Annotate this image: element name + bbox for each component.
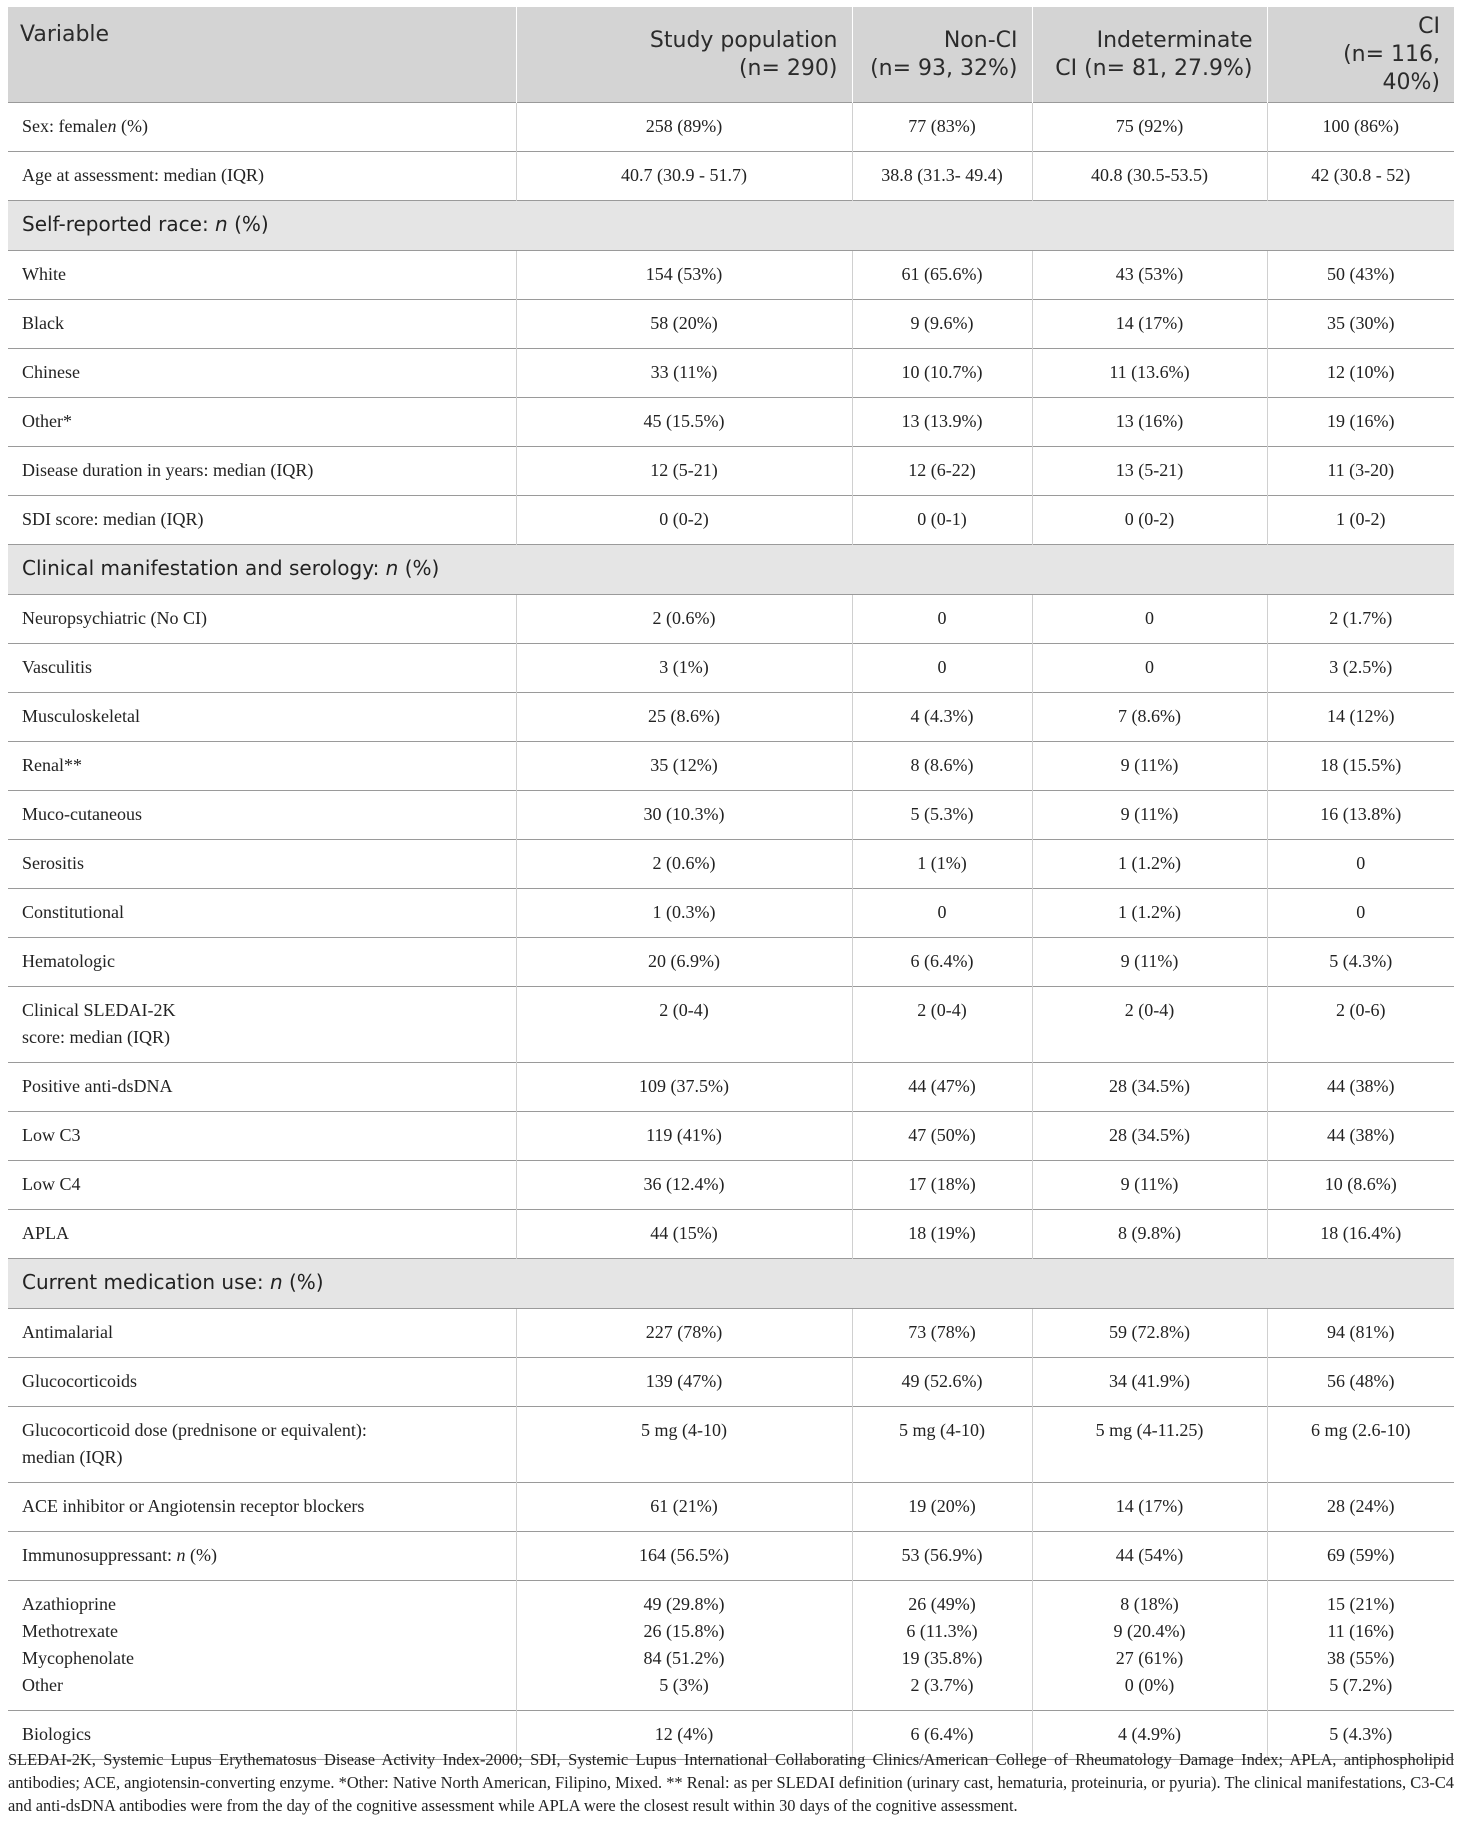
row-label-cell (8, 1407, 516, 1483)
demographics-table (8, 7, 1454, 1760)
row-label-cell (8, 889, 516, 938)
header-ci-line2: (n= 116, 40%) (1343, 41, 1440, 95)
row-label-cell (8, 1112, 516, 1161)
value-cell: 8 (8.6%) (852, 742, 1032, 791)
table-row (8, 1358, 1454, 1407)
section-row (8, 1259, 1454, 1309)
table-row (8, 791, 1454, 840)
value-cell: 61 (65.6%) (852, 251, 1032, 300)
value-cell: 6 (6.4%) (852, 938, 1032, 987)
table-footnote: SLEDAI-2K, Systemic Lupus Erythematosus Disease Activity Index-2000; SDI, Systemic Lupus International Collaborating Clinics/American College of Rheumatology Damage Index; APLA, antiphospholipid antibodies; ACE, angiotensin-converting enzyme. *Other: Native North American, Filipino, Mixed. ** Renal: as per SLEDAI definition (urinary cast, hematuria, proteinuria, or pyuria). The clinical manifestations, C3-C4 and anti-dsDNA antibodies were from the day of the cognitive assessment while APLA were the closest result within 30 days of the cognitive assessment. (8, 1750, 1454, 1815)
value-cell: 0 (1032, 644, 1267, 693)
row-label-cell (8, 300, 516, 349)
value-cell: 34 (41.9%) (1032, 1358, 1267, 1407)
value-cell: 44 (38%) (1267, 1112, 1454, 1161)
value-cell: 3 (1%) (516, 644, 852, 693)
row-label: Immunosuppressant: (22, 1545, 177, 1565)
table-row (8, 398, 1454, 447)
row-label: Neuropsychiatric (No CI) (22, 608, 207, 628)
row-label-cell (8, 1358, 516, 1407)
value-cell: 5 (5.3%) (852, 791, 1032, 840)
value-line: 15 (21%) (1327, 1594, 1395, 1614)
table-row (8, 1063, 1454, 1112)
table-row (8, 840, 1454, 889)
value-cell: 16 (13.8%) (1267, 791, 1454, 840)
value-line: 38 (55%) (1327, 1648, 1395, 1668)
value-cell: 14 (17%) (1032, 300, 1267, 349)
row-label: Vasculitis (22, 657, 92, 677)
value-cell: 9 (11%) (1032, 742, 1267, 791)
row-label-line: Mycophenolate (22, 1648, 134, 1668)
row-label-cell (8, 1483, 516, 1532)
header-row (8, 7, 1454, 103)
row-label: Serositis (22, 853, 85, 873)
value-cell: 10 (8.6%) (1267, 1161, 1454, 1210)
row-label: Glucocorticoids (22, 1371, 137, 1391)
table-row (8, 644, 1454, 693)
value-cell: 35 (30%) (1267, 300, 1454, 349)
value-cell: 6 (6.4%) (852, 1711, 1032, 1760)
value-cell: 45 (15.5%) (516, 398, 852, 447)
table-row (8, 742, 1454, 791)
row-label-cell (8, 1210, 516, 1259)
value-cell: 2 (0-6) (1267, 987, 1454, 1063)
row-label-cell (8, 987, 516, 1063)
value-cell: 4 (4.9%) (1032, 1711, 1267, 1760)
row-label: White (22, 264, 66, 284)
row-label: Antimalarial (22, 1322, 113, 1342)
value-line: 0 (0%) (1124, 1675, 1175, 1695)
header-non-ci (852, 7, 1032, 103)
row-label: SDI score: median (IQR) (22, 509, 204, 529)
value-cell: 12 (5-21) (516, 447, 852, 496)
value-cell-list (852, 1581, 1032, 1711)
value-line: 8 (18%) (1120, 1594, 1179, 1614)
value-cell: 2 (0-4) (852, 987, 1032, 1063)
row-label: Chinese (22, 362, 80, 382)
table-row (8, 1161, 1454, 1210)
value-line: 19 (35.8%) (901, 1648, 983, 1668)
value-cell: 49 (52.6%) (852, 1358, 1032, 1407)
value-cell: 5 mg (4-10) (516, 1407, 852, 1483)
value-cell: 3 (2.5%) (1267, 644, 1454, 693)
value-cell: 94 (81%) (1267, 1309, 1454, 1358)
value-cell: 119 (41%) (516, 1112, 852, 1161)
value-cell: 77 (83%) (852, 103, 1032, 152)
value-cell: 19 (16%) (1267, 398, 1454, 447)
value-cell: 56 (48%) (1267, 1358, 1454, 1407)
row-label: Clinical manifestation and serology: (22, 556, 386, 580)
value-cell: 18 (19%) (852, 1210, 1032, 1259)
value-cell: 25 (8.6%) (516, 693, 852, 742)
value-cell: 69 (59%) (1267, 1532, 1454, 1581)
value-line: 5 (7.2%) (1329, 1675, 1393, 1695)
row-label: Disease duration in years: median (IQR) (22, 460, 314, 480)
value-cell: 1 (1.2%) (1032, 889, 1267, 938)
row-label: Current medication use: (22, 1270, 270, 1294)
value-cell: 2 (0-4) (516, 987, 852, 1063)
value-cell: 13 (13.9%) (852, 398, 1032, 447)
header-ci (1267, 7, 1454, 103)
value-cell: 9 (11%) (1032, 791, 1267, 840)
value-cell: 0 (0-1) (852, 496, 1032, 545)
header-variable: Variable (8, 7, 516, 103)
row-label-line: Glucocorticoid dose (prednisone or equivalent): (22, 1420, 367, 1440)
table-row (8, 152, 1454, 201)
row-label: Hematologic (22, 951, 115, 971)
row-label: Black (22, 313, 64, 333)
header-nonci-line2: (n= 93, 32%) (870, 55, 1018, 81)
row-label: Age at assessment: median (IQR) (22, 165, 264, 185)
table-row (8, 889, 1454, 938)
table-row (8, 496, 1454, 545)
header-indeterminate-ci (1032, 7, 1267, 103)
value-cell: 164 (56.5%) (516, 1532, 852, 1581)
value-cell: 1 (1.2%) (1032, 840, 1267, 889)
row-label-cell (8, 103, 516, 152)
value-cell: 5 (4.3%) (1267, 938, 1454, 987)
table-row (8, 1210, 1454, 1259)
value-cell: 73 (78%) (852, 1309, 1032, 1358)
section-heading (8, 545, 1454, 595)
table-row (8, 447, 1454, 496)
header-indet-line1: Indeterminate (1096, 27, 1253, 53)
value-cell: 75 (92%) (1032, 103, 1267, 152)
table-row (8, 1309, 1454, 1358)
row-label-line: Other (22, 1675, 63, 1695)
row-label: Low C4 (22, 1174, 81, 1194)
value-cell: 12 (10%) (1267, 349, 1454, 398)
section-row (8, 201, 1454, 251)
value-cell: 5 mg (4-11.25) (1032, 1407, 1267, 1483)
row-label: APLA (22, 1223, 70, 1243)
value-cell: 0 (0-2) (1032, 496, 1267, 545)
table-row (8, 349, 1454, 398)
row-label: Constitutional (22, 902, 125, 922)
row-label: ACE inhibitor or Angiotensin receptor blockers (22, 1496, 365, 1516)
row-label-cell (8, 398, 516, 447)
row-label-cell (8, 349, 516, 398)
row-label: Positive anti-dsDNA (22, 1076, 173, 1096)
section-heading (8, 1259, 1454, 1309)
value-cell: 11 (13.6%) (1032, 349, 1267, 398)
header-ci-line1: CI (1418, 13, 1440, 39)
value-cell: 50 (43%) (1267, 251, 1454, 300)
value-cell: 44 (47%) (852, 1063, 1032, 1112)
value-cell: 2 (0.6%) (516, 840, 852, 889)
table-row (8, 1581, 1454, 1711)
table-row (8, 1407, 1454, 1483)
row-label-cell (8, 791, 516, 840)
value-cell: 2 (1.7%) (1267, 595, 1454, 644)
row-label-suffix: (%) (398, 556, 440, 580)
table-row (8, 1483, 1454, 1532)
value-cell: 0 (852, 644, 1032, 693)
row-label-cell (8, 152, 516, 201)
value-cell: 8 (9.8%) (1032, 1210, 1267, 1259)
row-label-list (8, 1581, 516, 1711)
row-label-line: score: median (IQR) (22, 1027, 170, 1047)
value-cell: 100 (86%) (1267, 103, 1454, 152)
value-cell: 14 (17%) (1032, 1483, 1267, 1532)
value-cell: 18 (16.4%) (1267, 1210, 1454, 1259)
value-cell: 7 (8.6%) (1032, 693, 1267, 742)
row-label-cell (8, 595, 516, 644)
value-cell: 12 (4%) (516, 1711, 852, 1760)
value-cell: 1 (0-2) (1267, 496, 1454, 545)
table-row (8, 103, 1454, 152)
value-cell: 28 (34.5%) (1032, 1112, 1267, 1161)
value-cell: 28 (34.5%) (1032, 1063, 1267, 1112)
value-cell: 0 (0-2) (516, 496, 852, 545)
value-cell: 154 (53%) (516, 251, 852, 300)
row-label: Sex: female (22, 116, 108, 136)
value-cell: 18 (15.5%) (1267, 742, 1454, 791)
value-cell: 58 (20%) (516, 300, 852, 349)
value-line: 5 (3%) (659, 1675, 709, 1695)
value-cell: 5 mg (4-10) (852, 1407, 1032, 1483)
value-line: 6 (11.3%) (906, 1621, 978, 1641)
value-cell: 20 (6.9%) (516, 938, 852, 987)
value-cell: 258 (89%) (516, 103, 852, 152)
row-label-italic: n (269, 1270, 283, 1294)
value-cell: 28 (24%) (1267, 1483, 1454, 1532)
header-study-line2: (n= 290) (738, 55, 838, 81)
row-label-cell (8, 693, 516, 742)
table-row (8, 1112, 1454, 1161)
value-cell: 1 (1%) (852, 840, 1032, 889)
value-line: 84 (51.2%) (643, 1648, 725, 1668)
section-row (8, 545, 1454, 595)
header-study-line1: Study population (649, 27, 838, 53)
table-row (8, 595, 1454, 644)
row-label: Self-reported race: (22, 212, 216, 236)
row-label-cell (8, 742, 516, 791)
row-label: Renal** (22, 755, 82, 775)
value-cell: 0 (852, 889, 1032, 938)
table-body (8, 103, 1454, 1760)
row-label-suffix: (%) (116, 116, 148, 136)
row-label-italic: n (385, 556, 399, 580)
row-label-suffix: (%) (282, 1270, 324, 1294)
value-cell: 53 (56.9%) (852, 1532, 1032, 1581)
row-label-cell (8, 840, 516, 889)
value-cell: 9 (9.6%) (852, 300, 1032, 349)
value-cell-list (516, 1581, 852, 1711)
value-cell: 33 (11%) (516, 349, 852, 398)
value-line: 49 (29.8%) (643, 1594, 725, 1614)
value-cell: 2 (0-4) (1032, 987, 1267, 1063)
row-label-cell (8, 447, 516, 496)
row-label: Muco-cutaneous (22, 804, 142, 824)
value-cell: 6 mg (2.6-10) (1267, 1407, 1454, 1483)
value-line: 26 (15.8%) (643, 1621, 725, 1641)
value-cell: 2 (0.6%) (516, 595, 852, 644)
row-label-italic: n (176, 1545, 186, 1565)
value-line: 2 (3.7%) (910, 1675, 974, 1695)
row-label-line: median (IQR) (22, 1447, 123, 1467)
row-label-cell (8, 1063, 516, 1112)
value-cell: 36 (12.4%) (516, 1161, 852, 1210)
row-label-suffix: (%) (227, 212, 269, 236)
value-cell-list (1267, 1581, 1454, 1711)
row-label-cell (8, 496, 516, 545)
value-cell: 43 (53%) (1032, 251, 1267, 300)
row-label-cell (8, 1532, 516, 1581)
value-cell: 4 (4.3%) (852, 693, 1032, 742)
row-label-cell (8, 644, 516, 693)
value-cell: 12 (6-22) (852, 447, 1032, 496)
value-cell: 40.7 (30.9 - 51.7) (516, 152, 852, 201)
row-label-cell (8, 1161, 516, 1210)
value-cell: 44 (54%) (1032, 1532, 1267, 1581)
value-cell: 5 (4.3%) (1267, 1711, 1454, 1760)
value-cell: 13 (16%) (1032, 398, 1267, 447)
value-cell-list (1032, 1581, 1267, 1711)
header-nonci-line1: Non-CI (943, 27, 1018, 53)
value-cell: 40.8 (30.5-53.5) (1032, 152, 1267, 201)
value-cell: 227 (78%) (516, 1309, 852, 1358)
value-cell: 0 (1267, 840, 1454, 889)
value-cell: 14 (12%) (1267, 693, 1454, 742)
value-cell: 61 (21%) (516, 1483, 852, 1532)
row-label-line: Azathioprine (22, 1594, 116, 1614)
value-cell: 0 (1267, 889, 1454, 938)
table-row (8, 987, 1454, 1063)
row-label-suffix: (%) (185, 1545, 217, 1565)
value-cell: 59 (72.8%) (1032, 1309, 1267, 1358)
value-line: 9 (20.4%) (1113, 1621, 1186, 1641)
value-cell: 42 (30.8 - 52) (1267, 152, 1454, 201)
value-cell: 0 (1032, 595, 1267, 644)
value-line: 11 (16%) (1327, 1621, 1395, 1641)
row-label: Other* (22, 411, 72, 431)
value-cell: 35 (12%) (516, 742, 852, 791)
value-cell: 13 (5-21) (1032, 447, 1267, 496)
row-label-line: Clinical SLEDAI-2K (22, 1000, 176, 1020)
row-label: Low C3 (22, 1125, 81, 1145)
section-heading (8, 201, 1454, 251)
value-cell: 44 (38%) (1267, 1063, 1454, 1112)
value-cell: 10 (10.7%) (852, 349, 1032, 398)
value-line: 27 (61%) (1115, 1648, 1184, 1668)
value-cell: 11 (3-20) (1267, 447, 1454, 496)
value-cell: 19 (20%) (852, 1483, 1032, 1532)
row-label-line: Methotrexate (22, 1621, 118, 1641)
value-cell: 44 (15%) (516, 1210, 852, 1259)
value-cell: 17 (18%) (852, 1161, 1032, 1210)
row-label-italic: n (215, 212, 228, 236)
value-cell: 30 (10.3%) (516, 791, 852, 840)
row-label-italic: n (107, 116, 117, 136)
table-row (8, 938, 1454, 987)
row-label: Musculoskeletal (22, 706, 140, 726)
value-cell: 38.8 (31.3- 49.4) (852, 152, 1032, 201)
row-label-cell (8, 251, 516, 300)
row-label-cell (8, 1309, 516, 1358)
header-indet-line2: CI (n= 81, 27.9%) (1055, 55, 1253, 81)
table-container (8, 7, 1454, 1760)
table-row (8, 251, 1454, 300)
value-cell: 139 (47%) (516, 1358, 852, 1407)
table-row (8, 693, 1454, 742)
value-cell: 9 (11%) (1032, 1161, 1267, 1210)
value-cell: 0 (852, 595, 1032, 644)
row-label: Biologics (22, 1724, 92, 1744)
value-line: 26 (49%) (908, 1594, 976, 1614)
value-cell: 47 (50%) (852, 1112, 1032, 1161)
header-study-population (516, 7, 852, 103)
value-cell: 109 (37.5%) (516, 1063, 852, 1112)
row-label-cell (8, 938, 516, 987)
table-row (8, 1532, 1454, 1581)
value-cell: 1 (0.3%) (516, 889, 852, 938)
value-cell: 9 (11%) (1032, 938, 1267, 987)
table-row (8, 300, 1454, 349)
